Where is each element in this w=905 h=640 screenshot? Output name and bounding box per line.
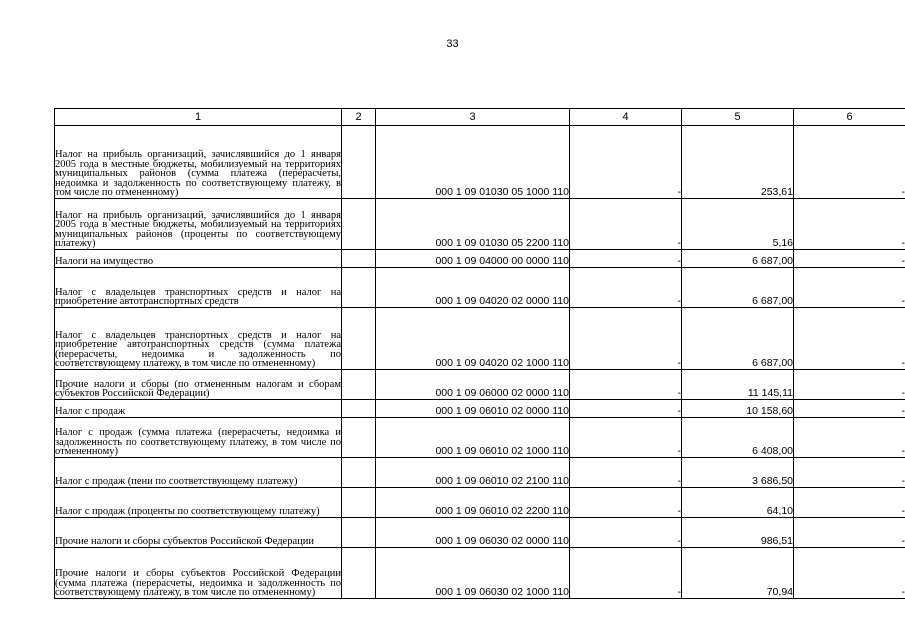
row-col6-cell: - <box>794 250 905 268</box>
header-cell: 4 <box>570 109 682 126</box>
row-col2-cell <box>342 126 376 199</box>
table-row <box>55 308 905 370</box>
table-row <box>55 488 905 518</box>
row-col6-cell: - <box>794 400 905 418</box>
header-cell: 2 <box>342 109 376 126</box>
row-amount-cell: 253,61 <box>682 126 794 199</box>
row-col4-cell: - <box>570 518 682 548</box>
row-amount-cell: 5,16 <box>682 199 794 250</box>
header-cell: 5 <box>682 109 794 126</box>
table-row <box>55 126 905 199</box>
row-col2-cell <box>342 268 376 308</box>
row-name-cell: Налог с владельцев транспортных средств и налог на приобретение автотранспортных средств (сумма платежа (перерасчеты, недоимка и задолженность по соответствующему платежу, в том числе по отмененному) <box>55 308 342 370</box>
row-col6-cell: - <box>794 199 905 250</box>
row-code-cell: 000 1 09 06030 02 1000 110 <box>376 548 570 599</box>
row-code-cell: 000 1 09 04000 00 0000 110 <box>376 250 570 268</box>
row-col4-cell: - <box>570 418 682 458</box>
row-name-cell: Налог на прибыль организаций, зачислявшийся до 1 января 2005 года в местные бюджеты, мобилизуемый на территориях муниципальных районов (сумма платежа (перерасчеты, недоимка и задолженность по соответствующему платежу, в том числе по отмененному) <box>55 126 342 199</box>
row-name-cell: Налог с продаж <box>55 400 342 418</box>
row-col2-cell <box>342 548 376 599</box>
row-code-cell: 000 1 09 04020 02 0000 110 <box>376 268 570 308</box>
row-col2-cell <box>342 400 376 418</box>
row-col2-cell <box>342 518 376 548</box>
row-col6-cell: - <box>794 268 905 308</box>
row-col2-cell <box>342 458 376 488</box>
row-col6-cell: - <box>794 548 905 599</box>
row-amount-cell: 3 686,50 <box>682 458 794 488</box>
table-row <box>55 458 905 488</box>
row-col4-cell: - <box>570 488 682 518</box>
row-code-cell: 000 1 09 06000 02 0000 110 <box>376 370 570 400</box>
row-col2-cell <box>342 370 376 400</box>
row-col2-cell <box>342 418 376 458</box>
row-name-cell: Налог с владельцев транспортных средств и налог на приобретение автотранспортных средств <box>55 268 342 308</box>
row-name-cell: Налоги на имущество <box>55 250 342 268</box>
row-name-cell: Налог на прибыль организаций, зачислявшийся до 1 января 2005 года в местные бюджеты, мобилизуемый на территориях муниципальных районов (проценты по соответствующему платежу) <box>55 199 342 250</box>
row-col4-cell: - <box>570 548 682 599</box>
header-cell: 6 <box>794 109 905 126</box>
row-amount-cell: 11 145,11 <box>682 370 794 400</box>
row-col4-cell: - <box>570 458 682 488</box>
row-col6-cell: - <box>794 308 905 370</box>
row-name-cell: Налог с продаж (сумма платежа (перерасчеты, недоимка и задолженность по соответствующему платежу, в том числе по отмененному) <box>55 418 342 458</box>
table-row <box>55 268 905 308</box>
row-code-cell: 000 1 09 06010 02 2100 110 <box>376 458 570 488</box>
row-amount-cell: 70,94 <box>682 548 794 599</box>
row-name-cell: Прочие налоги и сборы субъектов Российской Федерации <box>55 518 342 548</box>
row-amount-cell: 6 687,00 <box>682 308 794 370</box>
table-row <box>55 199 905 250</box>
row-amount-cell: 6 687,00 <box>682 268 794 308</box>
table-row <box>55 400 905 418</box>
row-col2-cell <box>342 308 376 370</box>
row-amount-cell: 6 687,00 <box>682 250 794 268</box>
row-col6-cell: - <box>794 518 905 548</box>
row-col2-cell <box>342 250 376 268</box>
table-row <box>55 418 905 458</box>
row-code-cell: 000 1 09 01030 05 1000 110 <box>376 126 570 199</box>
row-col2-cell <box>342 199 376 250</box>
row-amount-cell: 10 158,60 <box>682 400 794 418</box>
row-amount-cell: 64,10 <box>682 488 794 518</box>
row-col4-cell: - <box>570 400 682 418</box>
header-row <box>55 109 905 126</box>
row-code-cell: 000 1 09 04020 02 1000 110 <box>376 308 570 370</box>
row-col4-cell: - <box>570 268 682 308</box>
row-col6-cell: - <box>794 418 905 458</box>
row-name-cell: Налог с продаж (пени по соответствующему платежу) <box>55 458 342 488</box>
row-col6-cell: - <box>794 458 905 488</box>
row-code-cell: 000 1 09 06030 02 0000 110 <box>376 518 570 548</box>
row-name-cell: Прочие налоги и сборы (по отмененным налогам и сборам субъектов Российской Федерации) <box>55 370 342 400</box>
table-row <box>55 518 905 548</box>
header-cell: 1 <box>55 109 342 126</box>
row-col2-cell <box>342 488 376 518</box>
row-col4-cell: - <box>570 308 682 370</box>
row-code-cell: 000 1 09 06010 02 2200 110 <box>376 488 570 518</box>
row-code-cell: 000 1 09 01030 05 2200 110 <box>376 199 570 250</box>
row-name-cell: Прочие налоги и сборы субъектов Российской Федерации (сумма платежа (перерасчеты, недоимка и задолженность по соответствующему платежу, в том числе по отмененному) <box>55 548 342 599</box>
row-amount-cell: 6 408,00 <box>682 418 794 458</box>
page-number: 33 <box>446 38 459 50</box>
row-col6-cell: - <box>794 488 905 518</box>
row-col6-cell: - <box>794 370 905 400</box>
row-col4-cell: - <box>570 250 682 268</box>
row-code-cell: 000 1 09 06010 02 1000 110 <box>376 418 570 458</box>
row-col6-cell: - <box>794 126 905 199</box>
table-row <box>55 548 905 599</box>
budget-table <box>54 108 905 599</box>
table-row <box>55 370 905 400</box>
header-cell: 3 <box>376 109 570 126</box>
row-col4-cell: - <box>570 370 682 400</box>
row-col4-cell: - <box>570 199 682 250</box>
row-amount-cell: 986,51 <box>682 518 794 548</box>
table-row <box>55 250 905 268</box>
row-name-cell: Налог с продаж (проценты по соответствующему платежу) <box>55 488 342 518</box>
row-code-cell: 000 1 09 06010 02 0000 110 <box>376 400 570 418</box>
row-col4-cell: - <box>570 126 682 199</box>
